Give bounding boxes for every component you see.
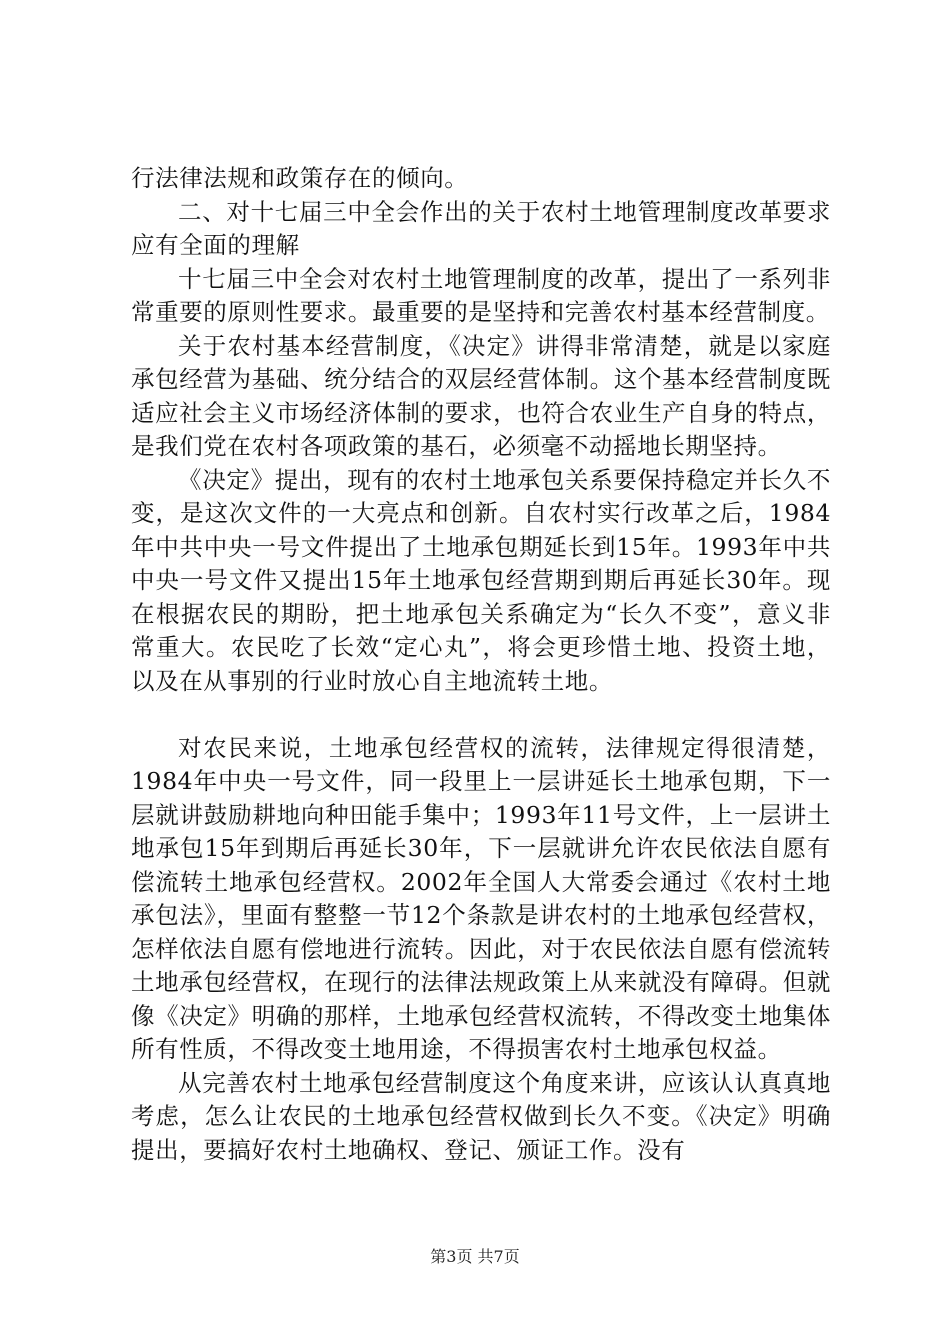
paragraph: 对农民来说，土地承包经营权的流转，法律规定得很清楚，1984年中央一号文件，同一段里上一层讲延长土地承包期，下一层就讲鼓励耕地向种田能手集中；1993年11号文件，上一层讲土地承包15年到期后再延长30年，下一层就讲允许农民依法自愿有偿流转土地承包经营权。2002年全国人大常委会通过《农村土地承包法》，里面有整整一节12个条款是讲农村的土地承包经营权，怎样依法自愿有偿地进行流转。因此，对于农民依法自愿有偿流转土地承包经营权，在现行的法律法规政策上从来就没有障碍。但就像《决定》明确的那样，土地承包经营权流转，不得改变土地集体所有性质，不得改变土地用途，不得损害农村土地承包权益。 [131, 733, 831, 1063]
document-body [131, 162, 831, 1167]
section-heading: 二、对十七届三中全会作出的关于农村土地管理制度改革要求应有全面的理解 [131, 197, 831, 259]
paragraph-continuation: 行法律法规和政策存在的倾向。 [131, 164, 469, 192]
paragraph: 关于农村基本经营制度，《决定》讲得非常清楚，就是以家庭承包经营为基础、统分结合的双层经营体制。这个基本经营制度既适应社会主义市场经济体制的要求，也符合农业生产自身的特点，是我们党在农村各项政策的基石，必须毫不动摇地长期坚持。 [131, 331, 831, 460]
paragraph: 从完善农村土地承包经营制度这个角度来讲，应该认认真真地考虑，怎么让农民的土地承包经营权做到长久不变。《决定》明确提出，要搞好农村土地确权、登记、颁证工作。没有 [131, 1068, 831, 1164]
page-number-footer: 第3页 共7页 [430, 1247, 520, 1266]
paragraph: 《决定》提出，现有的农村土地承包关系要保持稳定并长久不变，是这次文件的一大亮点和创新。自农村实行改革之后，1984年中共中央一号文件提出了土地承包期延长到15年。1993年中共中央一号文件又提出15年土地承包经营期到期后再延长30年。现在根据农民的期盼，把土地承包关系确定为“长久不变”，意义非常重大。农民吃了长效“定心丸”，将会更珍惜土地、投资土地，以及在从事别的行业时放心自主地流转土地。 [131, 465, 831, 695]
paragraph: 十七届三中全会对农村土地管理制度的改革，提出了一系列非常重要的原则性要求。最重要的是坚持和完善农村基本经营制度。 [131, 264, 831, 326]
